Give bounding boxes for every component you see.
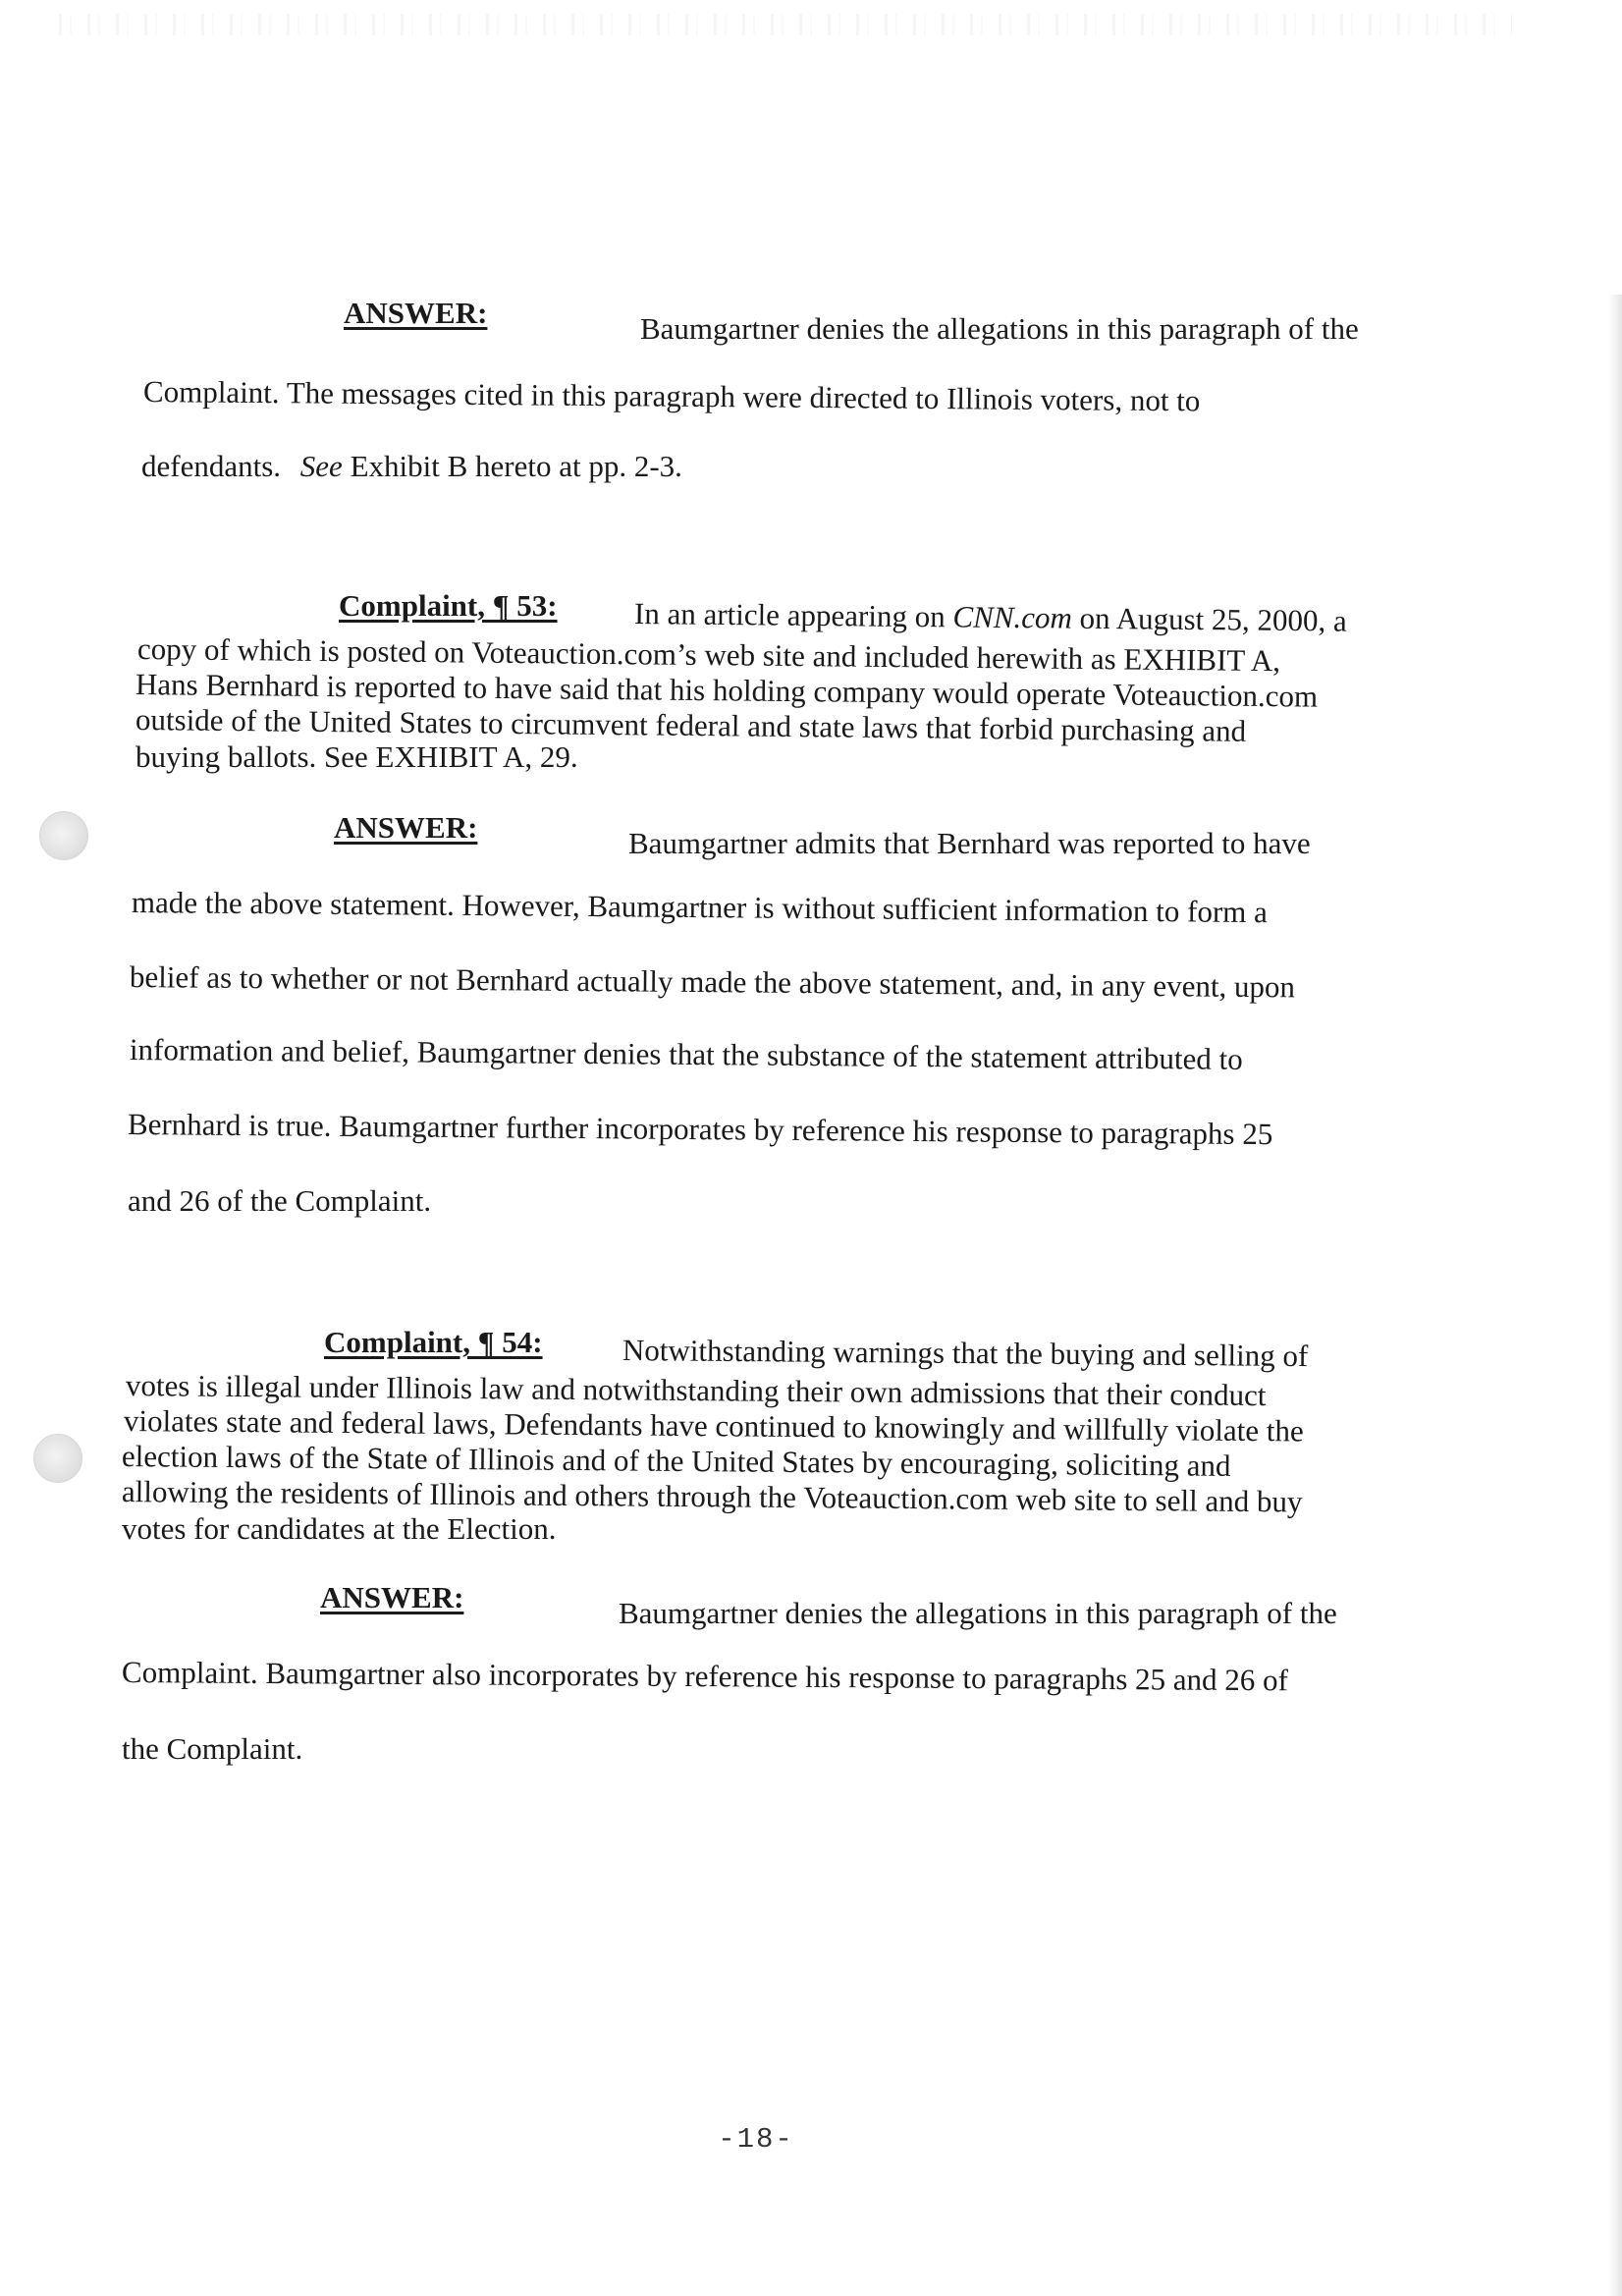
answer-line: Complaint. Baumgartner also incorporates by reference his response to paragraphs 25 and 26 of — [121, 1655, 1289, 1698]
answer-heading: ANSWER: — [334, 810, 478, 845]
answer-heading: ANSWER: — [344, 296, 488, 330]
punch-hole — [33, 1434, 82, 1483]
answer-line: Complaint. The messages cited in this paragraph were directed to Illinois voters, not to — [142, 374, 1201, 418]
answer-line: belief as to whether or not Bernhard actually made the above statement, and, in any event, upon — [129, 959, 1296, 1005]
complaint-heading: Complaint, ¶ 54: — [324, 1325, 543, 1359]
complaint-lead-text: Notwithstanding warnings that the buying and selling of — [622, 1333, 1309, 1374]
complaint-line: buying ballots. See EXHIBIT A, 29. — [135, 739, 578, 774]
complaint-line: violates state and federal laws, Defendants have continued to knowingly and willfully violate the — [123, 1403, 1304, 1449]
complaint-line: copy of which is posted on Voteauction.com’s web site and included herewith as EXHIBIT A, — [136, 631, 1281, 679]
answer-lead-text: Baumgartner admits that Bernhard was reported to have — [628, 826, 1311, 860]
answer-line: defendants. See Exhibit B hereto at pp. 2-3. — [141, 449, 682, 483]
answer-lead-text: Baumgartner denies the allegations in this paragraph of the — [640, 311, 1359, 346]
complaint-heading: Complaint, ¶ 53: — [339, 588, 558, 623]
complaint-line: election laws of the State of Illinois and of the United States by encouraging, soliciting and — [121, 1439, 1231, 1483]
complaint-line: Hans Bernhard is reported to have said that his holding company would operate Voteauction.com — [135, 667, 1319, 714]
scan-edge-shadow — [1608, 295, 1622, 2296]
punch-hole — [39, 811, 88, 860]
complaint-line: votes for candidates at the Election. — [122, 1511, 557, 1546]
answer-line: made the above statement. However, Baumgartner is without sufficient information to form a — [131, 885, 1269, 930]
answer-line: and 26 of the Complaint. — [128, 1183, 432, 1218]
page-number: -18- — [718, 2123, 794, 2156]
complaint-line: allowing the residents of Illinois and others through the Voteauction.com web site to sell and buy — [121, 1474, 1303, 1519]
complaint-line: votes is illegal under Illinois law and notwithstanding their own admissions that their conduct — [125, 1368, 1267, 1413]
answer-line: information and belief, Baumgartner denies that the substance of the statement attributed to — [129, 1032, 1243, 1076]
scan-noise — [59, 14, 1512, 35]
complaint-line: outside of the United States to circumvent federal and state laws that forbid purchasing and — [135, 702, 1247, 748]
complaint-lead-text: In an article appearing on CNN.com on August 25, 2000, a — [633, 596, 1347, 638]
answer-lead-text: Baumgartner denies the allegations in this paragraph of the — [619, 1596, 1337, 1630]
answer-line: the Complaint. — [122, 1731, 303, 1766]
answer-line: Bernhard is true. Baumgartner further incorporates by reference his response to paragraphs 25 — [127, 1107, 1273, 1152]
answer-heading: ANSWER: — [320, 1580, 464, 1614]
